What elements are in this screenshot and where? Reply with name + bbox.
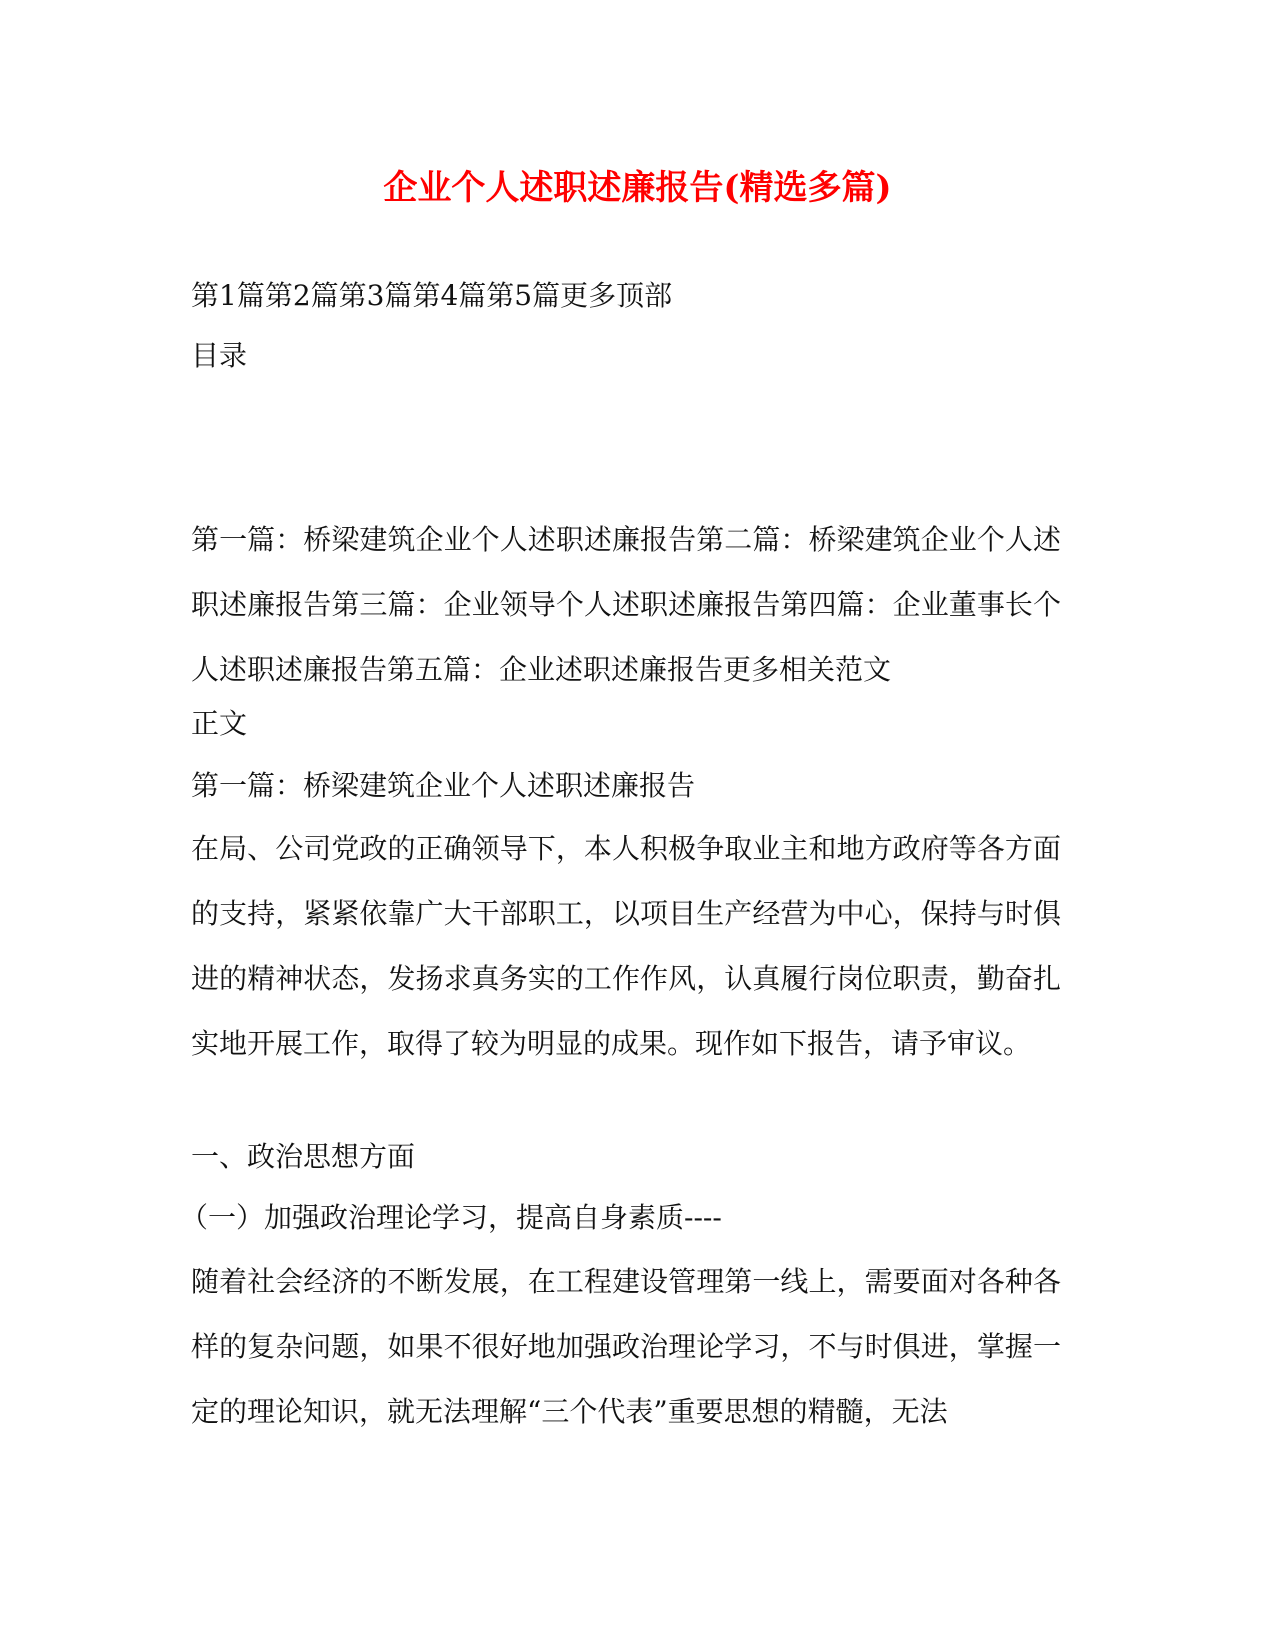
toc-text: 第一篇：桥梁建筑企业个人述职述廉报告第二篇：桥梁建筑企业个人述职述廉报告第三篇：企业领导个人述职述廉报告第四篇：企业董事长个人述职述廉报告第五篇：企业述职述廉报告更多相关范文	[191, 523, 1061, 686]
subsection-heading: （一）加强政治理论学习，提高自身素质----	[180, 1201, 722, 1234]
document-title: 企业个人述职述廉报告(精选多篇)	[383, 168, 892, 208]
body-heading: 正文	[191, 707, 248, 740]
section-heading: 一、政治思想方面	[191, 1140, 416, 1173]
section-nav-links[interactable]: 第1篇第2篇第3篇第4篇第5篇更多顶部	[191, 279, 673, 312]
article-title: 第一篇：桥梁建筑企业个人述职述廉报告	[191, 769, 696, 802]
intro-paragraph: 在局、公司党政的正确领导下，本人积极争取业主和地方政府等各方面的支持，紧紧依靠广大干部职工，以项目生产经营为中心，保持与时俱进的精神状态，发扬求真务实的工作作风，认真履行岗位职责，勤奋扎实地开展工作，取得了较为明显的成果。现作如下报告，请予审议。	[191, 832, 1061, 1060]
toc-heading: 目录	[191, 339, 248, 372]
section-paragraph: 随着社会经济的不断发展，在工程建设管理第一线上，需要面对各种各样的复杂问题，如果不很好地加强政治理论学习，不与时俱进，掌握一定的理论知识，就无法理解“三个代表”重要思想的精髓，无法	[191, 1265, 1061, 1428]
